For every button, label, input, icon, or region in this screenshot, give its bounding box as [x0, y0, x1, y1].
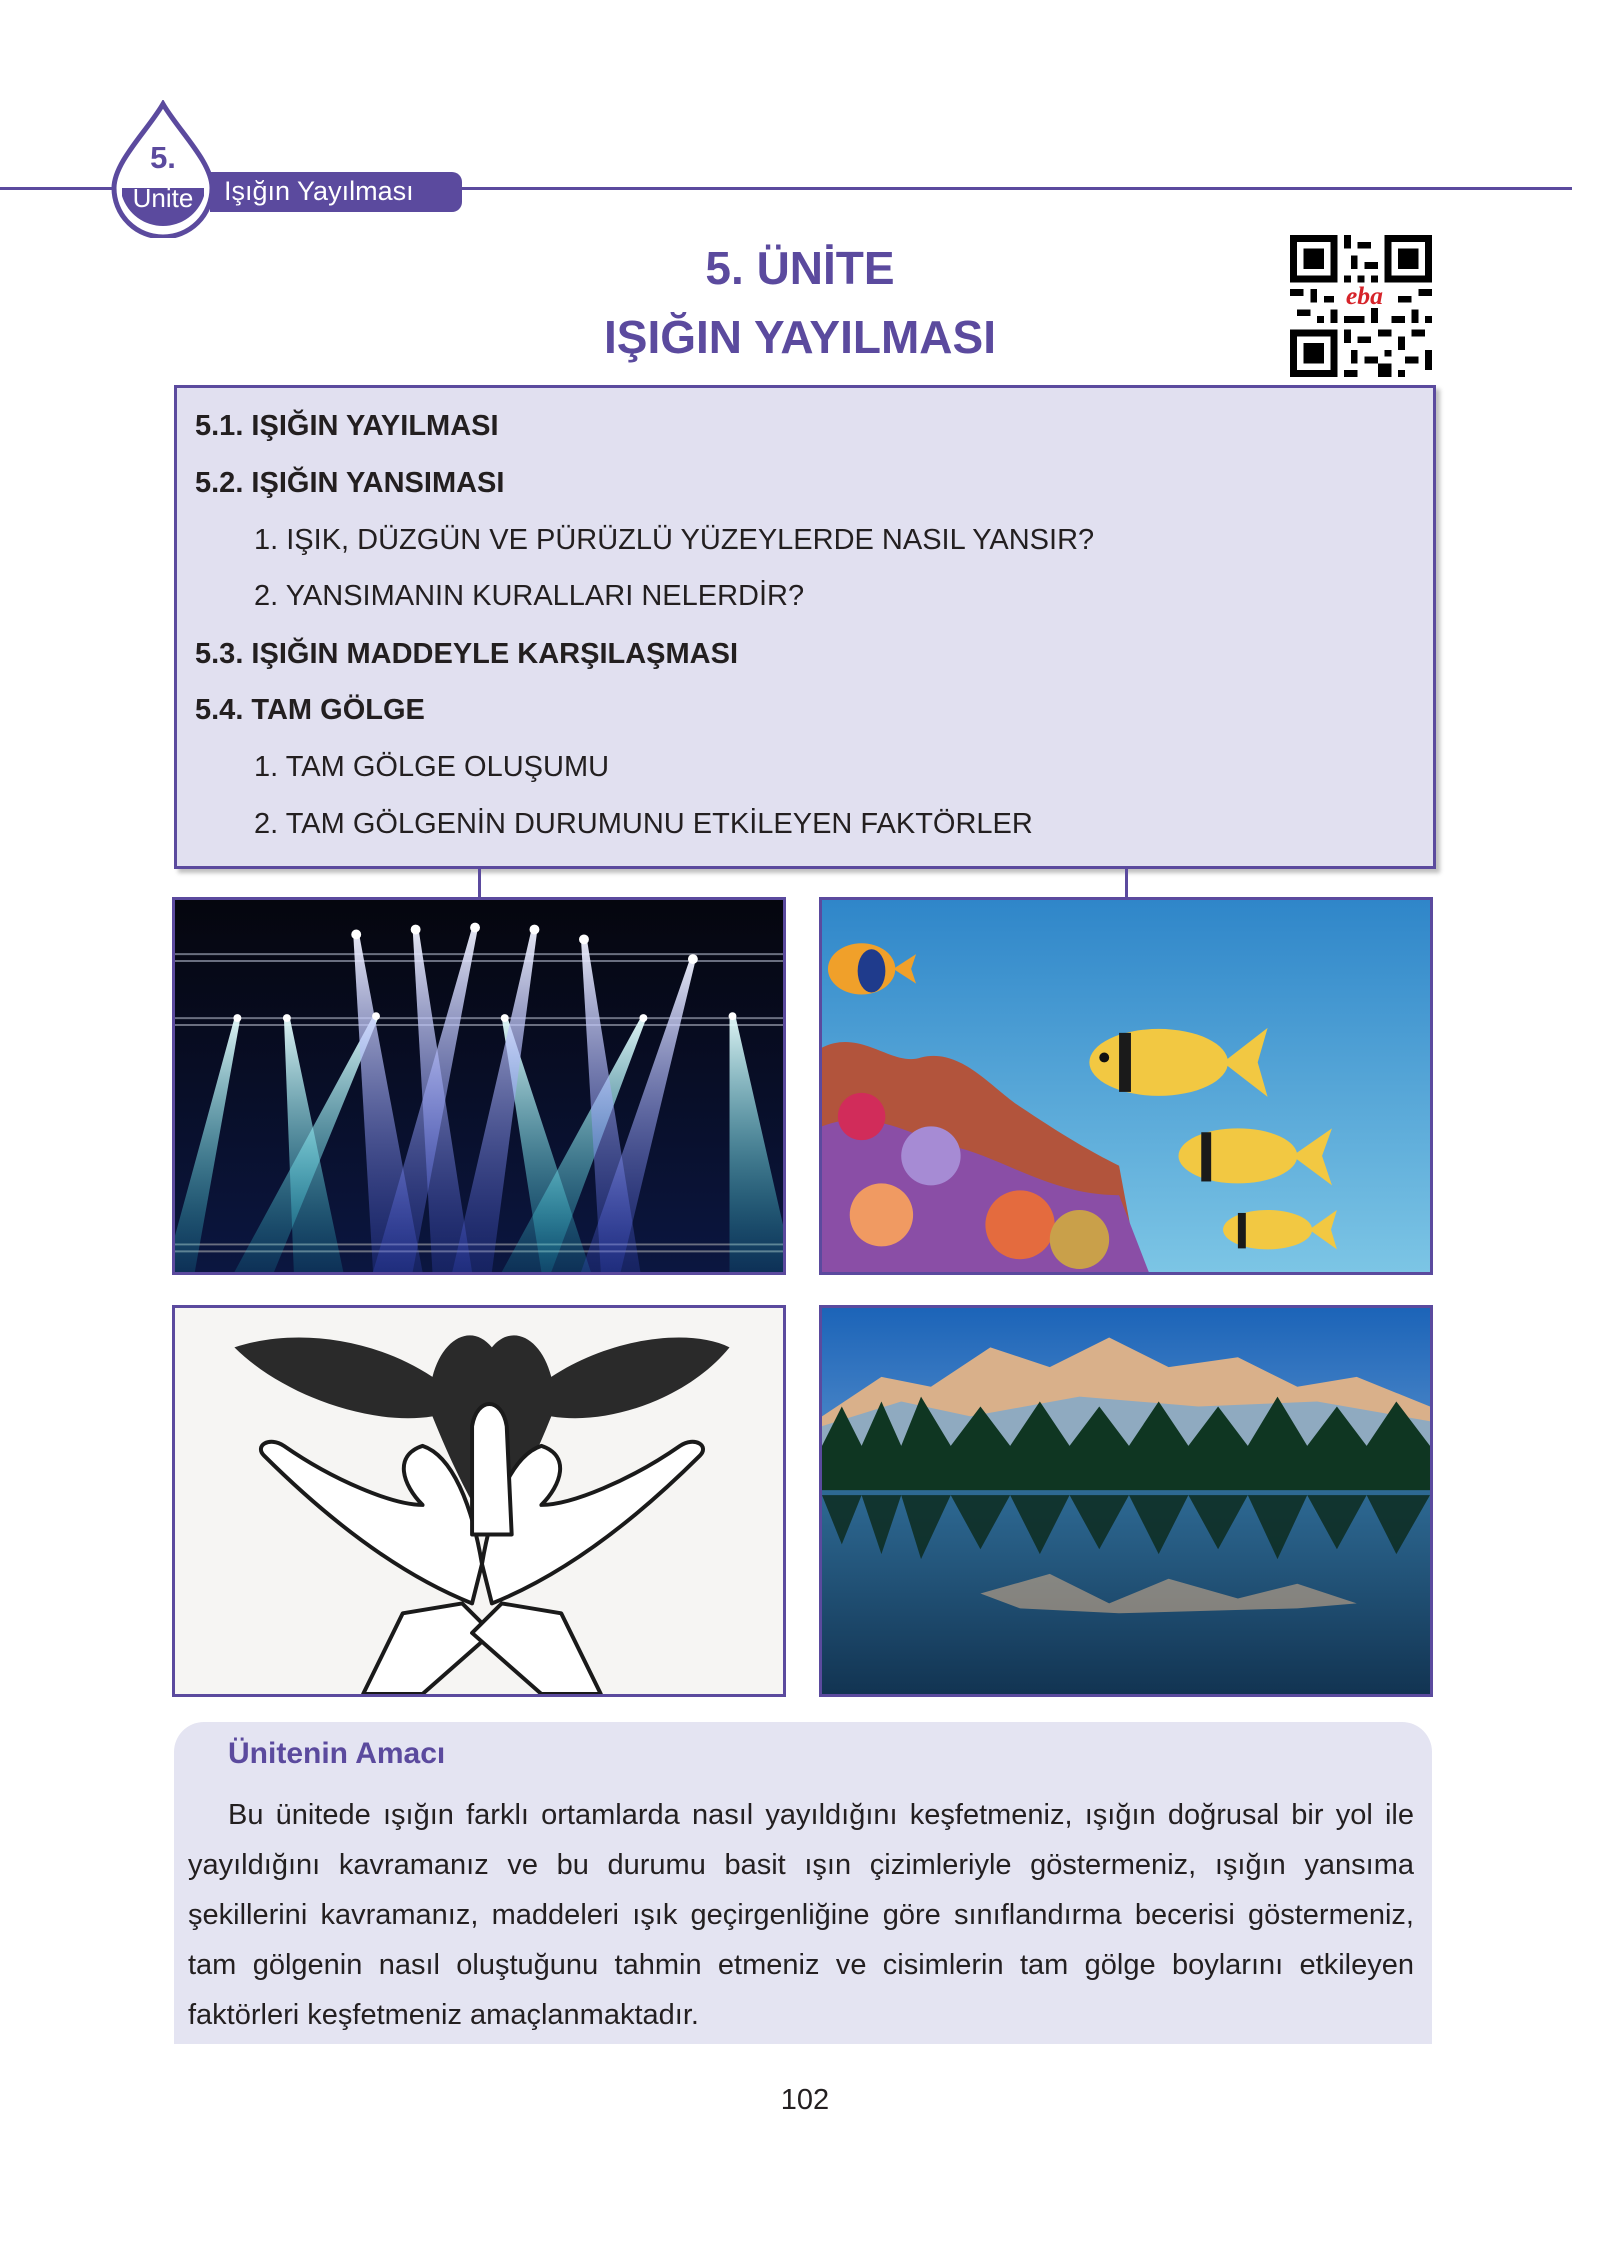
toc-section-heading: 5.4. TAM GÖLGE: [195, 694, 425, 726]
contents-box: [174, 385, 1436, 869]
mountain-lake-photo: [819, 1305, 1433, 1697]
eba-badge: eba: [1345, 280, 1383, 310]
header-tab-title: Işığın Yayılması: [224, 176, 414, 206]
connector-line: [1125, 866, 1128, 898]
unit-title-line-1: 5. ÜNİTE: [705, 242, 895, 294]
unit-aim-text: [188, 1790, 1414, 2040]
unit-aim-paragraph: Bu ünitede ışığın farklı ortamlarda nasıl yayıldığını keşfetmeniz, ışığın doğrusal bir yol ile yayıldığını kavramanız ve bu durumu basit ışın çizimleriyle göstermeniz, ışığın yansıma şekillerini kavramanız, maddeleri ışık geçirgenliğine göre sınıflandırma becerisi göstermeniz, tam gölgenin nasıl oluştuğunu tahmin etmeniz ve cisimlerin tam gölge boylarını etkileyen faktörleri keşfetmeniz amaçlanmaktadır.: [188, 1799, 1414, 2031]
unit-label: Ünite: [132, 183, 194, 213]
connector-line: [478, 866, 481, 898]
toc-subsection: 1. IŞIK, DÜZGÜN VE PÜRÜZLÜ YÜZEYLERDE NASIL YANSIR?: [254, 524, 1095, 556]
toc-section-heading: 5.3. IŞIĞIN MADDEYLE KARŞILAŞMASI: [195, 638, 739, 670]
toc-subsection: 2. YANSIMANIN KURALLARI NELERDİR?: [254, 580, 805, 612]
concert-lights-photo: [172, 897, 786, 1275]
coral-reef-photo: [819, 897, 1433, 1275]
hand-shadow-photo: [172, 1305, 786, 1697]
page-number: 102: [780, 2084, 830, 2116]
toc-section-heading: 5.2. IŞIĞIN YANSIMASI: [195, 467, 505, 499]
unit-title-line-2: IŞIĞIN YAYILMASI: [604, 311, 996, 363]
toc-subsection: 1. TAM GÖLGE OLUŞUMU: [254, 751, 610, 783]
unit-aim-title: Ünitenin Amacı: [228, 1737, 446, 1770]
toc-section-heading: 5.1. IŞIĞIN YAYILMASI: [195, 410, 499, 442]
toc-subsection: 2. TAM GÖLGENİN DURUMUNU ETKİLEYEN FAKTÖRLER: [254, 808, 1033, 840]
qr-code[interactable]: [1290, 235, 1432, 377]
unit-number: 5.: [150, 140, 176, 175]
